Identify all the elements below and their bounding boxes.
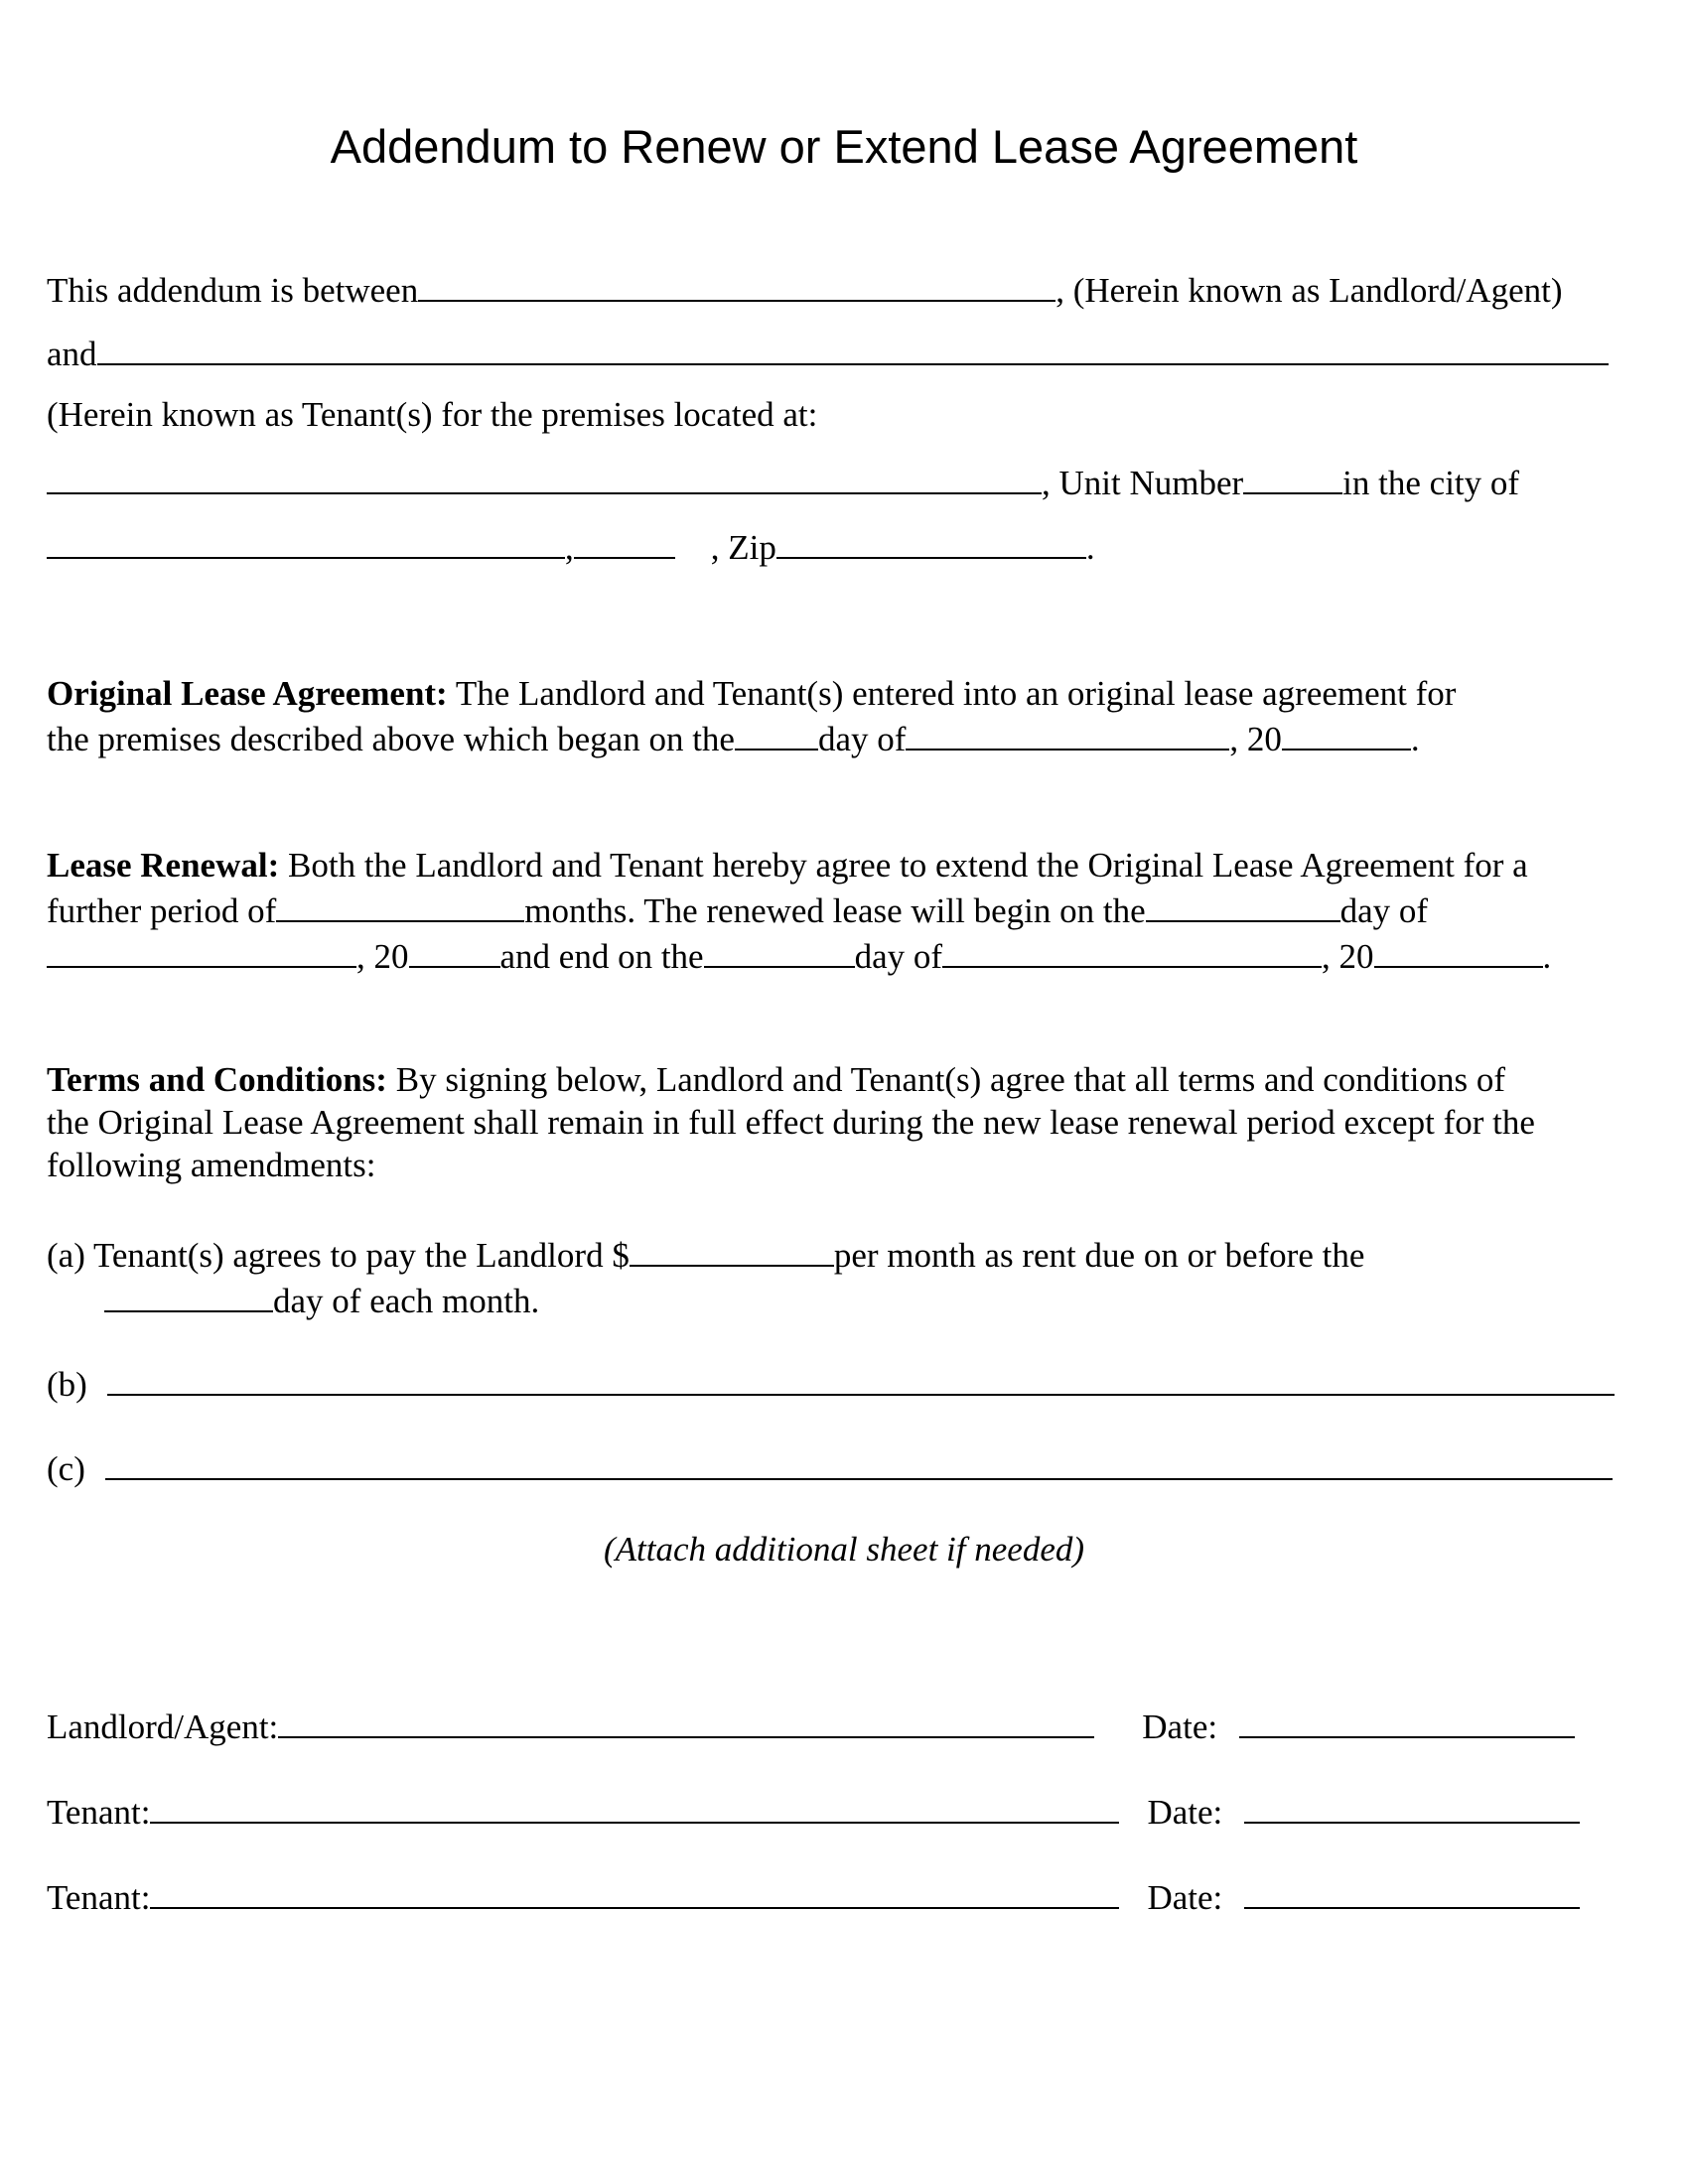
original-lease-heading: Original Lease Agreement: bbox=[47, 674, 448, 713]
lease-renewal-heading: Lease Renewal: bbox=[47, 846, 280, 885]
renewal-period-label: further period of bbox=[47, 891, 277, 930]
between-label: This addendum is between bbox=[47, 271, 419, 310]
renewal-begin-month-field[interactable] bbox=[47, 932, 356, 968]
renewal-end-day-field[interactable] bbox=[704, 932, 855, 968]
tenant-2-signature-field[interactable] bbox=[150, 1873, 1119, 1909]
renewal-begin-day-field[interactable] bbox=[1146, 887, 1340, 922]
parties-line-2 bbox=[47, 330, 1609, 375]
parties-end-period: . bbox=[1085, 528, 1095, 567]
tenant-1-signature-row bbox=[47, 1788, 1580, 1834]
landlord-known-label: , (Herein known as Landlord/Agent) bbox=[1055, 271, 1563, 310]
parties-line-3: (Herein known as Tenant(s) for the premises located at: bbox=[47, 395, 818, 434]
renewal-begin-label: months. The renewed lease will begin on the bbox=[524, 891, 1146, 930]
landlord-date-label: Date: bbox=[1142, 1707, 1218, 1746]
landlord-signature-field[interactable] bbox=[278, 1703, 1094, 1738]
parties-line-5 bbox=[47, 523, 1095, 569]
original-lease-text-1: The Landlord and Tenant(s) entered into an original lease agreement for bbox=[447, 674, 1457, 713]
renewal-months-field[interactable] bbox=[276, 887, 524, 922]
tenant-2-date-label: Date: bbox=[1147, 1878, 1223, 1917]
renewal-end-year-prefix: , 20 bbox=[1322, 937, 1374, 976]
parties-line-1 bbox=[47, 266, 1563, 312]
amendment-b bbox=[47, 1360, 1615, 1406]
original-start-day-field[interactable] bbox=[735, 715, 818, 751]
renewal-end-year-field[interactable] bbox=[1374, 932, 1543, 968]
amendment-b-label: (b) bbox=[47, 1365, 87, 1404]
amendment-a-line2: day of each month. bbox=[273, 1282, 540, 1320]
tenant-1-signature-field[interactable] bbox=[150, 1788, 1119, 1824]
tenant-name-field[interactable] bbox=[97, 330, 1609, 365]
original-year-prefix: , 20 bbox=[1229, 720, 1282, 758]
city-label: in the city of bbox=[1342, 464, 1520, 502]
tenant-2-date-field[interactable] bbox=[1244, 1873, 1580, 1909]
amendment-a bbox=[47, 1231, 1655, 1322]
terms-text-1: By signing below, Landlord and Tenant(s) agree that all terms and conditions of bbox=[386, 1060, 1506, 1099]
parties-line-4 bbox=[47, 459, 1519, 504]
tenant-1-date-field[interactable] bbox=[1244, 1788, 1580, 1824]
unit-number-label: , Unit Number bbox=[1042, 464, 1244, 502]
premises-address-field[interactable] bbox=[47, 459, 1042, 494]
original-day-of-label: day of bbox=[817, 720, 907, 758]
lease-renewal-section bbox=[47, 844, 1655, 978]
tenant-2-signature-row bbox=[47, 1873, 1580, 1919]
renewal-end-month-field[interactable] bbox=[942, 932, 1322, 968]
attach-note: (Attach additional sheet if needed) bbox=[603, 1530, 1085, 1569]
city-field[interactable] bbox=[47, 523, 565, 559]
landlord-signature-row bbox=[47, 1703, 1575, 1748]
amendment-a-suffix: per month as rent due on or before the bbox=[833, 1236, 1365, 1275]
zip-field[interactable] bbox=[776, 523, 1086, 559]
renewal-end-label: and end on the bbox=[499, 937, 704, 976]
state-field[interactable] bbox=[574, 523, 675, 559]
renewal-end-day-of: day of bbox=[854, 937, 943, 976]
comma-label: , bbox=[565, 528, 574, 567]
amendment-c bbox=[47, 1444, 1613, 1490]
lease-renewal-text-1: Both the Landlord and Tenant hereby agree to extend the Original Lease Agreement for a bbox=[279, 846, 1528, 885]
original-lease-section bbox=[47, 672, 1655, 760]
and-label: and bbox=[47, 335, 97, 373]
terms-text-2: the Original Lease Agreement shall remain in full effect during the new lease renewal period except for the bbox=[47, 1103, 1535, 1142]
zip-label: , Zip bbox=[710, 528, 776, 567]
tenant-1-signature-label: Tenant: bbox=[47, 1793, 151, 1832]
amendment-c-label: (c) bbox=[47, 1449, 85, 1488]
amendment-b-field[interactable] bbox=[107, 1360, 1615, 1396]
monthly-rent-field[interactable] bbox=[630, 1231, 834, 1267]
renewal-begin-year-prefix: , 20 bbox=[356, 937, 409, 976]
rent-due-day-field[interactable] bbox=[104, 1277, 273, 1312]
original-lease-text-2: the premises described above which began on the bbox=[47, 720, 735, 758]
terms-heading: Terms and Conditions: bbox=[47, 1060, 387, 1099]
terms-text-3: following amendments: bbox=[47, 1146, 376, 1184]
renewal-end-period: . bbox=[1542, 937, 1552, 976]
landlord-signature-label: Landlord/Agent: bbox=[47, 1707, 279, 1746]
original-start-year-field[interactable] bbox=[1282, 715, 1411, 751]
landlord-name-field[interactable] bbox=[418, 266, 1055, 302]
amendment-a-prefix: (a) Tenant(s) agrees to pay the Landlord $ bbox=[47, 1236, 630, 1275]
terms-section bbox=[47, 1058, 1655, 1186]
renewal-begin-day-of: day of bbox=[1339, 891, 1429, 930]
renewal-begin-year-field[interactable] bbox=[409, 932, 500, 968]
original-end-period: . bbox=[1410, 720, 1420, 758]
tenant-2-signature-label: Tenant: bbox=[47, 1878, 151, 1917]
unit-number-field[interactable] bbox=[1243, 459, 1342, 494]
document-title: Addendum to Renew or Extend Lease Agreement bbox=[330, 120, 1358, 173]
landlord-date-field[interactable] bbox=[1239, 1703, 1575, 1738]
original-start-month-field[interactable] bbox=[906, 715, 1229, 751]
tenant-1-date-label: Date: bbox=[1147, 1793, 1223, 1832]
amendment-c-field[interactable] bbox=[105, 1444, 1613, 1480]
